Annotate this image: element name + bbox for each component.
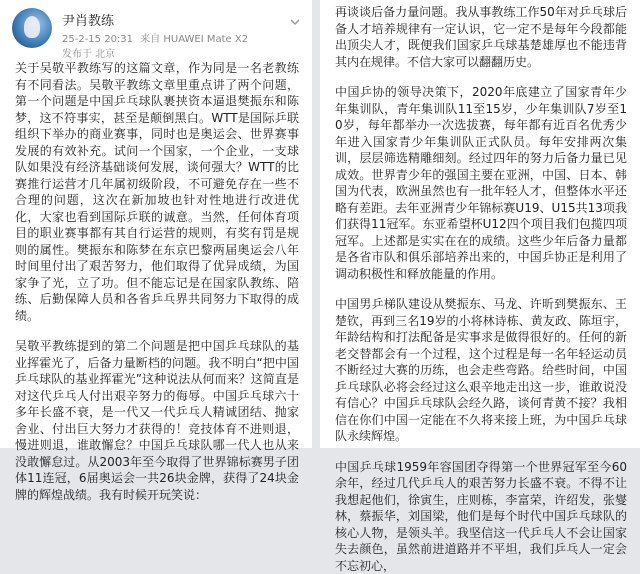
- post-header: [12, 6, 304, 60]
- paragraph: 关于吴敬平教练写的这篇文章，作为同是一名老教练有不同看法。吴敬平教练文章里重点讲了两个问题，第一个问题是中国乒乓球队裹挟资本逼退樊振东和陈梦，这不符事实，甚至是颠倒黑白。WTT是国际乒联组织下举办的商业赛事，同时也是奥运会、世界赛事发展的有效补充。试问一个国家，一个企业，一支球队如果没有经济基础谈何发展，谈何强大？WTT的比赛推行运营才几年属初级阶段，不可避免存在一些不合理的问题，这次在新加坡也针对性地进行改进优化，大家也看到国际乒联的诚意。当然，任何体育项目的职业赛事都有其自行运营的规则，有奖有罚是规则的属性。樊振东和陈梦在东京巴黎两届奥运会八年时间里付出了艰苦努力，他们取得了优异成绩，为国家争了光，立了功。但不能忘记是在国家队教练、陪练、后勤保障人员和各省乒乓界共同努力下取得的成绩。: [15, 60, 299, 324]
- paragraph: 吴敬平教练提到的第二个问题是把中国乒乓球队的基业挥霍光了，后备力量断档的问题。我不明白“把中国乒乓球队的基业挥霍光”这种说法从何而来？这简直是对这代乒乓人付出艰辛努力的侮辱。中国乒乓球六十多年长盛不衰，是一代又一代乒乓人精诚团结、抛家舍业、付出巨大努力才获得的！竞技体育不进则退，慢进则退，谁敢懈怠？中国乒乓球队哪一代人也从来没敢懈怠过。从2003年至今取得了世界锦标赛男子团体11连冠，6届奥运会一共26块金牌，获得了24块金牌的辉煌战绩。我有时候开玩笑说：: [15, 338, 299, 503]
- post-meta: [62, 30, 252, 60]
- chevron-down-icon[interactable]: [290, 12, 300, 22]
- post-body-left: [15, 60, 299, 503]
- post-date: 25-2-15 20:31: [62, 34, 133, 45]
- paragraph: 中国乒乓球1959年容国团夺得第一个世界冠军至今60余年，经过几代乒乓人的艰苦努力长盛不衰。不得不让我想起他们，徐寅生，庄则栋，李富荣，许绍发，张燮林，蔡振华，刘国梁，他们是每个时代中国乒乓球队的核心人物，是领头羊。我坚信这一代乒乓人不会让国家失去颜色，虽然前进道路并不平坦，我们乒乓人一定会不忘初心，: [335, 459, 627, 574]
- paragraph: 中国男乒梯队建设从樊振东、马龙、许昕到樊振东、王楚钦，再到三名19岁的小将林诗栋、黄友政、陈垣宇，年龄结构和打法配备是实事求是做得很好的。任何的新老交替都会有一个过程，这个过程是每一名年轻运动员不断经过大赛的历练，也会走些弯路。给些时间，中国乒乓球队必将会经过这么艰辛地走出这一步，谁敢说没有信心？中国乒乓球队会经久路，谈何青黄不接？我相信在你们中国一定能在不久将来接上班，为中国乒乓球队永续辉煌。: [335, 296, 627, 445]
- post-location: 发布于 北京: [62, 49, 115, 60]
- post-source: 来自 HUAWEI Mate X2: [140, 34, 248, 45]
- paragraph: 中国乒协的领导决策下，2020年底建立了国家青年少年集训队，青年集训队11至15岁，少年集训队7岁至10岁，每年都举办一次选拔赛，每年都有近百名优秀少年进入国家青少年集训队正式队员。每年安排两次集训，层层筛选精雕细刻。经过四年的努力后备力量已见成效。世界青少年的强国主要在亚洲，中国、日本、韩国为代表，欧洲虽然也有一批年轻人才，但整体水平还略有差距。去年亚洲青少年锦标赛U19、U15共13项我们获得11冠军。东亚希望杯U12四个项目我们包揽四项冠军。上述都是实实在在的成绩。这些少年后备力量都是各省市队和俱乐部培养出来的，中国乒协正是利用了调动积极性和释放能量的作用。: [335, 84, 627, 282]
- post-body-right: [335, 4, 627, 574]
- author-avatar[interactable]: [12, 8, 52, 48]
- paragraph: 再谈谈后备力量问题。我从事教练工作50年对乒乓球后备人才培养规律有一定认识，它一定不是每年今段都能出顶尖人才，既便我们国家乒乓球基楚雄厚也不能违背其内在规律。不信大家可以翻翻历史。: [335, 4, 627, 70]
- author-name[interactable]: 尹肖教练: [62, 10, 114, 29]
